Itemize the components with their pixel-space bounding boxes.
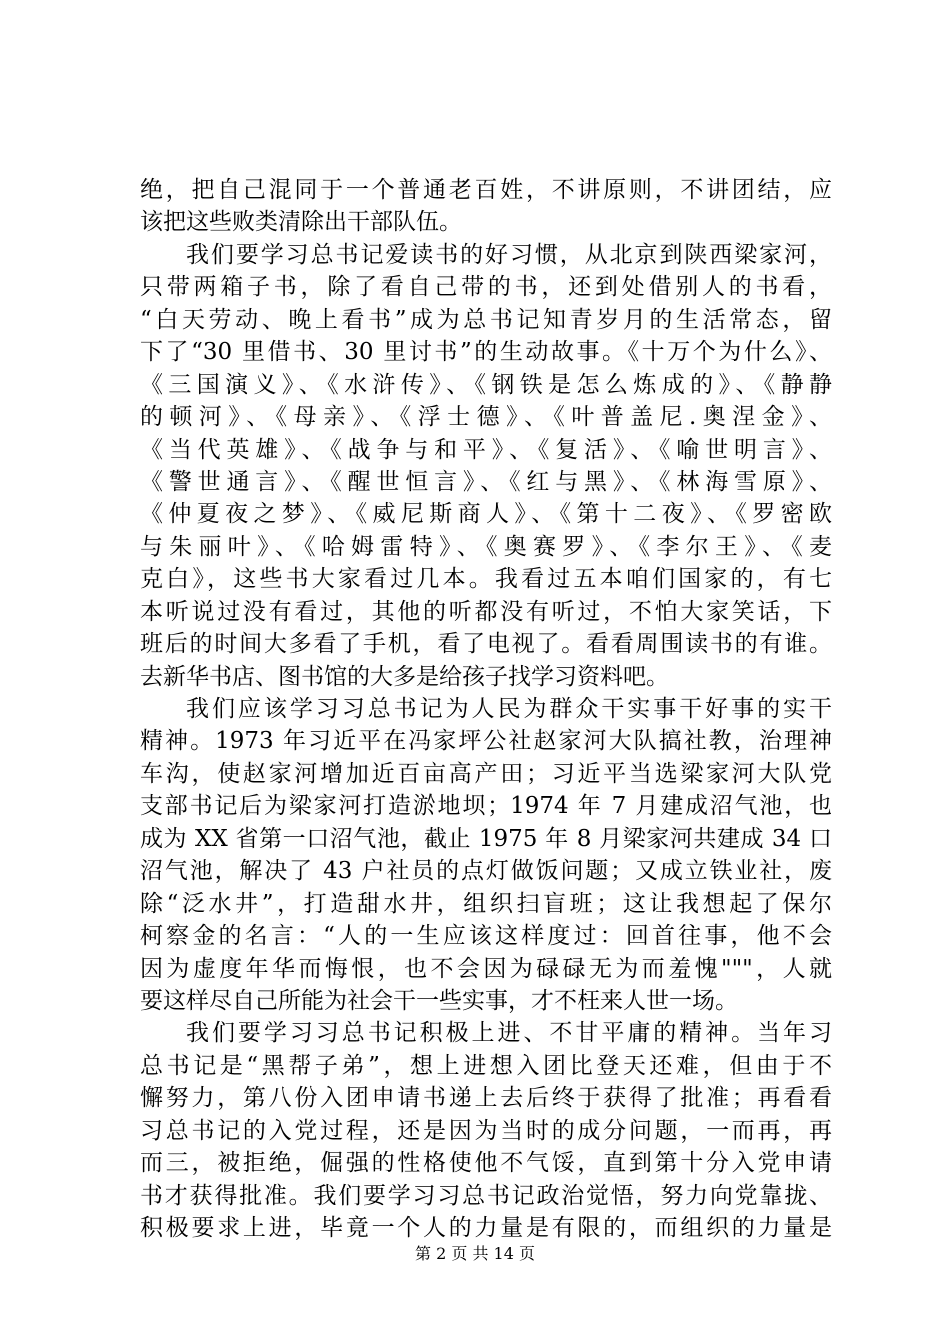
text-line: 习总书记的入党过程，还是因为当时的成分问题，一而再，再 [140,1117,832,1144]
text-line: 总书记是“黑帮子弟”，想上进想入团比登天还难，但由于不 [140,1052,832,1079]
text-line: 沼气池，解决了 43 户社员的点灯做饭问题；又成立铁业社，废 [140,858,832,885]
text-line: 支部书记后为梁家河打造淤地坝；1974 年 7 月建成沼气池，也 [140,793,832,820]
page-number-footer: 第 2 页 共 14 页 [415,1244,535,1263]
text-line: 《仲夏夜之梦》、《威尼斯商人》、《第十二夜》、《罗密欧 [140,501,832,528]
text-line: 去新华书店、图书馆的大多是给孩子找学习资料吧。 [140,663,669,690]
text-line: 懈努力，第八份入团申请书递上去后终于获得了批准；再看看 [140,1085,832,1112]
text-line: 《当代英雄》、《战争与和平》、《复活》、《喻世明言》、 [140,436,832,463]
text-line: 车沟，使赵家河增加近百亩高产田；习近平当选梁家河大队党 [140,760,832,787]
text-line: 积极要求上进，毕竟一个人的力量是有限的，而组织的力量是 [140,1215,832,1241]
text-line: 而三，被拒绝，倔强的性格使他不气馁，直到第十分入党申请 [140,1150,832,1177]
paragraph-first-line: 我们要学习习总书记积极上进、不甘平庸的精神。当年习 [186,1020,832,1047]
text-line: 成为 XX 省第一口沼气池，截止 1975 年 8 月梁家河共建成 34 口 [140,825,832,852]
text-line: 《三国演义》、《水浒传》、《钢铁是怎么炼成的》、《静静 [140,371,832,398]
text-line: 因为虚度年华而悔恨，也不会因为碌碌无为而羞愧"""，人就 [140,955,832,982]
text-line: “白天劳动、晚上看书”成为总书记知青岁月的生活常态，留 [140,306,832,333]
text-line: 要这样尽自己所能为社会干一些实事，才不枉来人世一场。 [140,987,738,1014]
text-line: 班后的时间大多看了手机，看了电视了。看看周围读书的有谁。 [140,631,832,658]
text-line: 的顿河》、《母亲》、《浮士德》、《叶普盖尼.奥涅金》、 [140,404,832,431]
text-line: 绝，把自己混同于一个普通老百姓，不讲原则，不讲团结，应 [140,177,832,203]
text-line: 除“泛水井”，打造甜水井，组织扫盲班；这让我想起了保尔 [140,890,832,917]
text-line: 精神。1973 年习近平在冯家坪公社赵家河大队搞社教，治理神 [140,728,832,755]
body-text [140,174,832,1244]
text-line: 柯察金的名言：“人的一生应该这样度过：回首往事，他不会 [140,923,832,950]
paragraph-first-line: 我们应该学习习总书记为人民为群众干实事干好事的实干 [186,696,832,722]
paragraph-first-line: 我们要学习总书记爱读书的好习惯，从北京到陕西梁家河， [186,241,832,268]
text-line: 书才获得批准。我们要学习习总书记政治觉悟，努力向党靠拢、 [140,1182,832,1209]
text-line: 本听说过没有看过，其他的听都没有听过，不怕大家笑话，下 [140,598,832,625]
text-line: 与朱丽叶》、《哈姆雷特》、《奥赛罗》、《李尔王》、《麦 [140,533,832,560]
text-line: 只带两箱子书，除了看自己带的书，还到处借别人的书看， [140,274,832,301]
text-line: 该把这些败类清除出干部队伍。 [140,209,462,236]
text-line: 克白》，这些书大家看过几本。我看过五本咱们国家的，有七 [140,566,832,593]
text-line: 《警世通言》、《醒世恒言》、《红与黑》、《林海雪原》、 [140,468,832,495]
text-line: 下了“30 里借书、30 里讨书”的生动故事。《十万个为什么》、 [140,339,832,366]
